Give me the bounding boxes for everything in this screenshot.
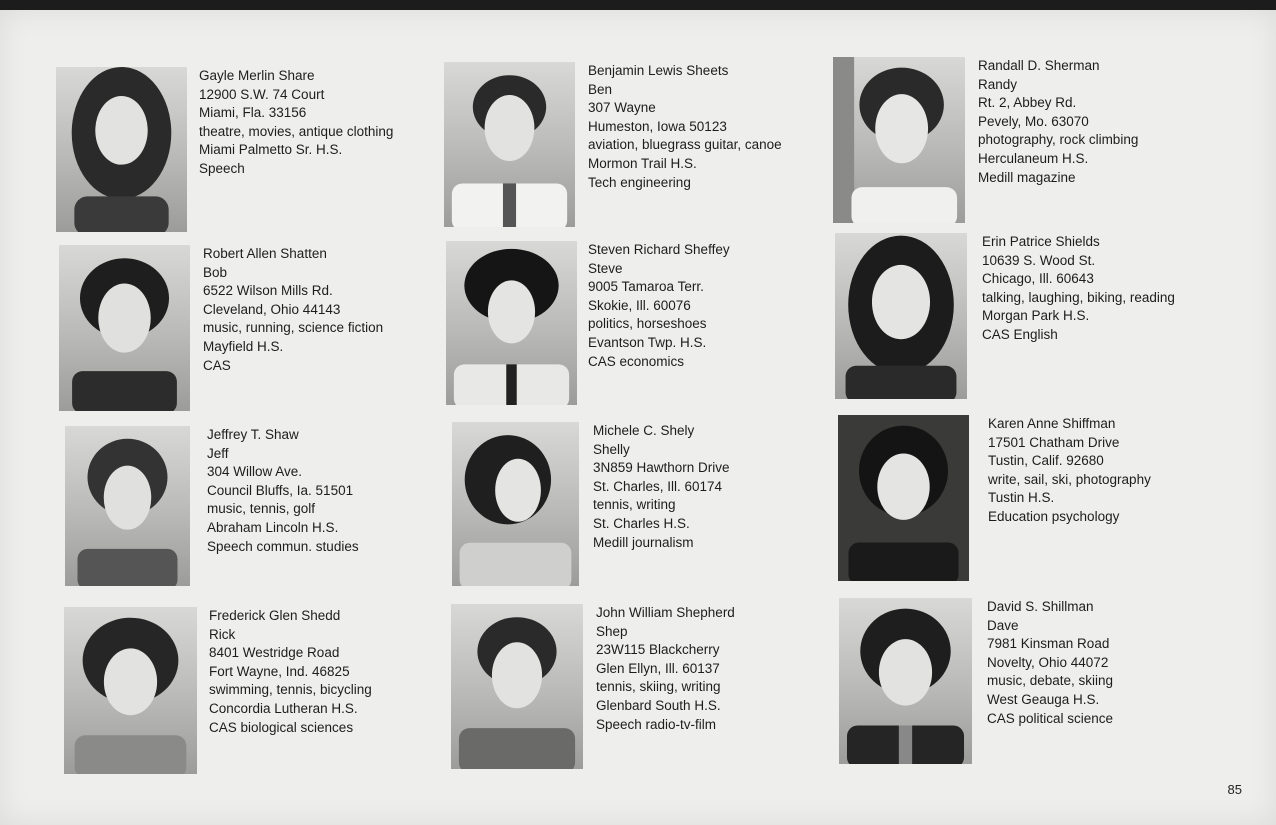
student-portrait <box>65 426 190 586</box>
student-detail: Speech radio-tv-film <box>596 716 717 732</box>
student-detail: 8401 Westridge Road <box>209 645 340 661</box>
student-detail: Steve <box>588 260 623 276</box>
student-detail: Miami Palmetto Sr. H.S. <box>199 142 343 158</box>
student-detail: St. Charles H.S. <box>593 515 690 531</box>
student-detail: Abraham Lincoln H.S. <box>207 519 339 535</box>
student-detail: Humeston, Iowa 50123 <box>588 118 727 134</box>
student-portrait <box>452 422 579 586</box>
student-detail: West Geauga H.S. <box>987 691 1100 707</box>
student-name: Randall D. Sherman <box>978 58 1100 73</box>
student-detail: politics, horseshoes <box>588 316 707 332</box>
student-portrait <box>838 415 969 581</box>
student-name: John William Shepherd <box>596 605 735 620</box>
student-detail: Evantson Twp. H.S. <box>588 334 707 350</box>
student-detail: Rick <box>209 626 236 642</box>
student-detail: Cleveland, Ohio 44143 <box>203 301 341 317</box>
student-detail: Randy <box>978 76 1018 92</box>
student-detail: talking, laughing, biking, reading <box>982 289 1175 305</box>
student-detail: Pevely, Mo. 63070 <box>978 113 1089 129</box>
student-detail: Medill magazine <box>978 169 1076 185</box>
student-detail: Council Bluffs, Ia. 51501 <box>207 482 354 498</box>
student-detail: Shep <box>596 623 628 639</box>
student-name: David S. Shillman <box>987 599 1094 614</box>
student-detail: Bob <box>203 264 228 280</box>
student-detail: 7981 Kinsman Road <box>987 636 1110 652</box>
page-number: 85 <box>1227 782 1242 797</box>
student-detail: theatre, movies, antique clothing <box>199 123 394 139</box>
student-detail: 6522 Wilson Mills Rd. <box>203 283 333 299</box>
student-detail: Shelly <box>593 441 630 457</box>
student-detail: 17501 Chatham Drive <box>988 434 1120 450</box>
student-portrait <box>59 245 190 411</box>
student-detail: music, debate, skiing <box>987 673 1114 689</box>
student-portrait <box>64 607 197 774</box>
student-detail: Medill journalism <box>593 534 694 550</box>
student-detail: 23W115 Blackcherry <box>596 642 720 658</box>
student-detail: Tustin, Calif. 92680 <box>988 453 1104 469</box>
student-portrait <box>839 598 972 764</box>
student-detail: Glen Ellyn, Ill. 60137 <box>596 660 720 676</box>
student-detail: Morgan Park H.S. <box>982 308 1090 324</box>
student-name: Karen Anne Shiffman <box>988 416 1116 431</box>
yearbook-page <box>0 10 1276 825</box>
student-name: Steven Richard Sheffey <box>588 242 730 257</box>
student-info <box>203 245 383 375</box>
student-info <box>596 604 735 734</box>
student-detail: Concordia Lutheran H.S. <box>209 700 358 716</box>
student-detail: Tech engineering <box>588 174 691 190</box>
student-info <box>982 233 1175 345</box>
student-detail: photography, rock climbing <box>978 132 1139 148</box>
student-detail: CAS political science <box>987 710 1114 726</box>
student-detail: Speech commun. studies <box>207 538 359 554</box>
student-detail: music, tennis, golf <box>207 501 316 517</box>
student-name: Erin Patrice Shields <box>982 234 1100 249</box>
student-info <box>978 57 1138 187</box>
student-detail: aviation, bluegrass guitar, canoe <box>588 137 782 153</box>
student-detail: CAS <box>203 357 231 373</box>
student-info <box>199 67 393 179</box>
student-detail: Mayfield H.S. <box>203 338 284 354</box>
student-detail: music, running, science fiction <box>203 320 384 336</box>
student-portrait <box>833 57 965 223</box>
student-detail: Dave <box>987 617 1019 633</box>
student-portrait <box>446 241 577 405</box>
student-detail: Education psychology <box>988 508 1120 524</box>
student-detail: CAS English <box>982 326 1058 342</box>
student-portrait <box>56 67 187 232</box>
student-detail: CAS biological sciences <box>209 719 354 735</box>
student-detail: Novelty, Ohio 44072 <box>987 654 1109 670</box>
student-detail: Chicago, Ill. 60643 <box>982 271 1094 287</box>
student-detail: CAS economics <box>588 353 685 369</box>
student-detail: Mormon Trail H.S. <box>588 155 697 171</box>
student-detail: 307 Wayne <box>588 100 656 116</box>
student-detail: 3N859 Hawthorn Drive <box>593 460 730 476</box>
student-detail: Miami, Fla. 33156 <box>199 105 307 121</box>
student-name: Michele C. Shely <box>593 423 695 438</box>
student-detail: 10639 S. Wood St. <box>982 252 1096 268</box>
student-info <box>207 426 359 556</box>
student-portrait <box>444 62 575 227</box>
student-detail: Speech <box>199 160 245 176</box>
student-detail: write, sail, ski, photography <box>988 471 1151 487</box>
student-detail: Glenbard South H.S. <box>596 697 721 713</box>
student-info <box>988 415 1151 527</box>
student-info <box>593 422 730 552</box>
student-portrait <box>835 233 967 399</box>
student-detail: Rt. 2, Abbey Rd. <box>978 95 1077 111</box>
student-name: Robert Allen Shatten <box>203 246 327 261</box>
student-detail: Jeff <box>207 445 229 461</box>
student-detail: 304 Willow Ave. <box>207 464 303 480</box>
student-detail: tennis, writing <box>593 497 676 513</box>
student-portrait <box>451 604 583 769</box>
student-name: Gayle Merlin Share <box>199 68 315 83</box>
student-detail: St. Charles, Ill. 60174 <box>593 478 723 494</box>
student-detail: Ben <box>588 81 613 97</box>
student-detail: Skokie, Ill. 60076 <box>588 297 691 313</box>
student-detail: 12900 S.W. 74 Court <box>199 86 325 102</box>
student-detail: Herculaneum H.S. <box>978 150 1089 166</box>
student-detail: swimming, tennis, bicycling <box>209 682 372 698</box>
student-name: Benjamin Lewis Sheets <box>588 63 729 78</box>
student-info <box>588 241 730 371</box>
student-detail: Tustin H.S. <box>988 490 1055 506</box>
student-name: Jeffrey T. Shaw <box>207 427 299 442</box>
student-detail: tennis, skiing, writing <box>596 679 721 695</box>
student-info <box>987 598 1113 728</box>
student-detail: Fort Wayne, Ind. 46825 <box>209 663 350 679</box>
student-name: Frederick Glen Shedd <box>209 608 341 623</box>
student-detail: 9005 Tamaroa Terr. <box>588 279 704 295</box>
student-info <box>588 62 782 192</box>
student-info <box>209 607 372 737</box>
